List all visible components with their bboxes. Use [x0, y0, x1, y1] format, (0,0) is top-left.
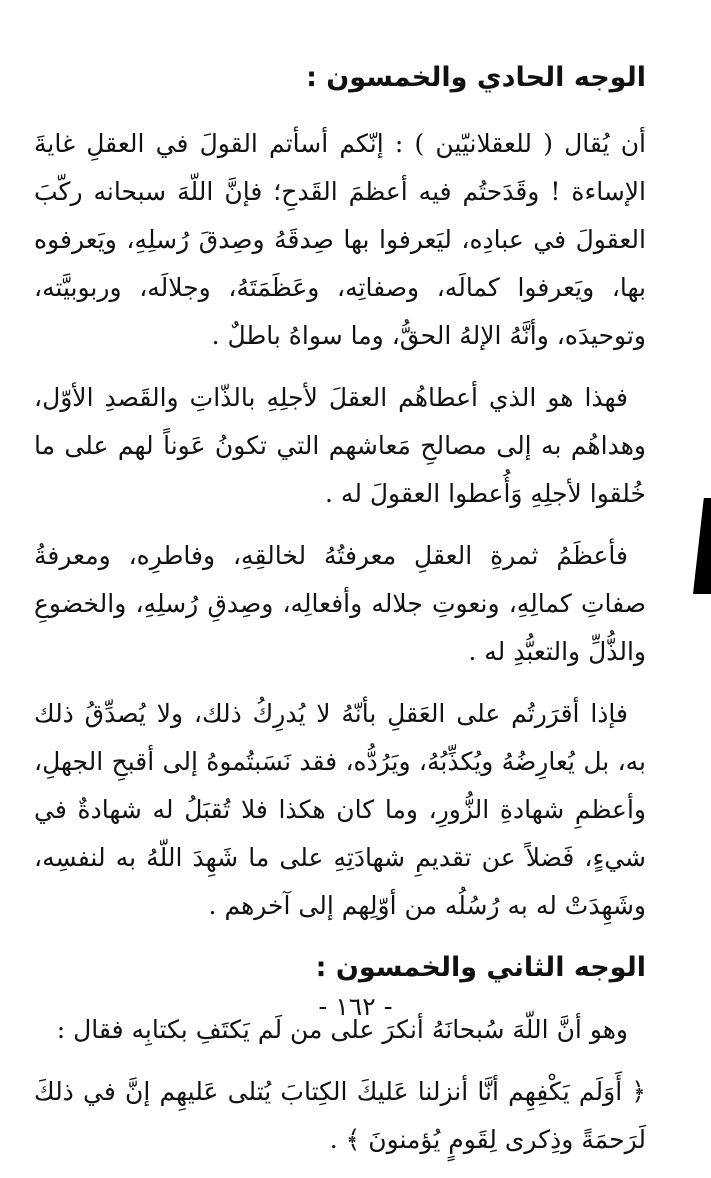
paragraph-5: وهو أنَّ اللّهَ سُبحانَهُ أنكرَ على من لَم يَكتَفِ بكتابِه فقال :	[56, 1015, 628, 1044]
paragraph-2: فهذا هو الذي أعطاهُم العقلَ لأجلِهِ بالذّاتِ والقَصدِ الأوّل، وهداهُم به إلى مصالحِ مَعاشهم التي تكونُ عَوناً لهم على ما خُلقوا لأجلِهِ وَأُعطوا العقولَ له .	[34, 383, 646, 508]
section-heading-51: الوجه الحادي والخمسون :	[306, 62, 646, 93]
section-heading-52: الوجه الثاني والخمسون :	[315, 952, 646, 983]
paragraph-1: أن يُقال ( للعقلانيّين ) : إنّكم أسأتم القولَ في العقلِ غايةَ الإساءة ! وقَدَحتُم فيه أعظمَ القَدحِ؛ فإنَّ اللّهَ سبحانه ركّبَ العقولَ في عبادِه، ليَعرفوا بها صِدقَهُ وصِدقَ رُسلِهِ، ويَعرفوه بها، ويَعرفوا كمالَه، وصفاتِه، وعَظَمَتَهُ، وجلالَه، وربوبيَّته، وتوحيدَه، وأنَّهُ الإلهُ الحقُّ، وما سواهُ باطلٌ .	[34, 129, 646, 350]
quran-verse: ﴿ أَوَلَم يَكْفِهِم أنَّا أنزلنا عَليكَ الكِتابَ يُتلى عَليهِم إنَّ في ذلكَ لَرَحمَةً وذِكرى لِقَومٍ يُؤمنونَ ﴾ .	[34, 1077, 646, 1154]
paragraph-3: فأعظَمُ ثمرةِ العقلِ معرفتُهُ لخالقِهِ، وفاطرِه، ومعرفةُ صفاتِ كمالِهِ، ونعوتِ جلاله وأفعالِه، وصِدقِ رُسلِهِ، والخضوعِ والذُّلِّ والتعبُّدِ له .	[34, 541, 646, 666]
page-number: - ١٦٢ -	[318, 992, 393, 1021]
page-edge-mark	[693, 498, 711, 594]
paragraph-4: فإذا أقرَرتُم على العَقلِ بأنّهُ لا يُدرِكُ ذلك، ولا يُصدِّقُ ذلك به، بل يُعارِضُهُ ويُكذِّبُهُ، ويَرُدُّه، فقد نَسَبتُموهُ إلى أقبحِ الجهلِ، وأعظمِ شهادةِ الزُّورِ، وما كان هكذا فلا تُقبَلُ له شهادةٌ في شيءٍ، فَضلاً عن تقديمِ شهادَتِهِ على ما شَهِدَ اللّهُ به لنفسِه، وشَهِدَتْ له به رُسُلُه من أوّلِهم إلى آخرهم .	[34, 699, 646, 920]
